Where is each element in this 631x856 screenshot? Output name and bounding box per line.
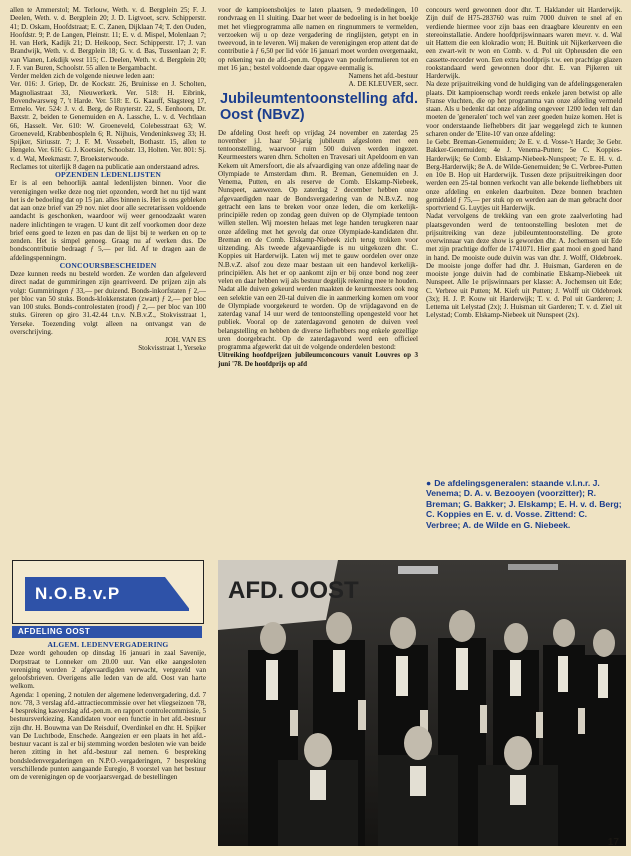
article-headline: Jubileumtentoonstelling afd. Oost (NBvZ) xyxy=(220,90,418,123)
group-photo-illustration xyxy=(218,560,626,846)
reclame-note: Reclames tot uiterlijk 8 dagen na publicatie aan onderstaand adres. xyxy=(10,162,200,171)
col3-huldiging: Na deze prijsuitreiking vond de huldiging van de afdelingsgeneralen plaats. Dit kampioenschap wordt reeds enkele jaren betwist op alle Franse vluchten, die op het programma van onze afdeling vermeld staan. Als u bedenkt dat onze afdeling ongeveer 1200 leden telt dan moeten de 'generalen' toch wel van zeer goeden huize komen. Het is voor onderstaande liefhebbers dit jaar weggelegd zich te kunnen scharen onder de 'Elite-10' van onze afdeling: xyxy=(426,80,622,138)
col2-signature-2: A. DE KLEUVER, secr. xyxy=(348,80,418,89)
banner-text: AFD. OOST xyxy=(228,577,359,604)
new-members-list: Ver. 016: J. Griep, Dr. de Kockstr. 26, Bruinisse en J. Scholten, Magnoliastraat 33, Nieuwerkerk. Ver. 518: H. Eibrink, Bovendwarsweg 7, 't Harde. Ver. 518: E. G. Kaauff, Slagsteeg 17, Ermelo. Ver. 524: J. v. d. Berg, de Ruyterstr. 22, S. Eenhoorn, Dr. Baxstr. 2, beiden te Genemuiden en A. Lassche, L. v. d. Vechtlaan 66, Hasselt. Ver. 610: W. Groeneveld, Colebesstraat 63; W. Groeneveld, Krabbenbospleln 6; R. Nijhuis, Vendeninksweg 33; H. Spijker, Siriusstr. 7; J. F. M. Vossebelt, Bothastr. 15, allen te Hengelo. Ver. 616: G. J. Koetsier, Schoolstr. 13, Holten. Ver. 801: Sj. v. d. Wal, Meekmastr. 7, Broeksterwoude. xyxy=(10,80,206,163)
article-tail: Uitreiking hoofdprijzen jubileumconcours vanuit Louvres op 3 juni '78. De hoofdprijs op afd xyxy=(218,351,418,368)
col3-slot: Nadat vervolgens de trekking van een grote zaalverloting had plaatsgevonden werd de tentoonstelling besloten met de prijsuitreiking van deze jubileumtentoonstelling. De grote overwinnaar van deze show is geworden dhr. A. Jochemsen uit Ede met zijn prachtige doffer de 1741071. Hier gaat mooi en goed hand in hand. De mooiste oude duivin was van dhr. J. Wolff, Oldebroek. De mooiste jonge doffer had dhr. J. Huisman, Garderen en de mooiste jonge duivin had de combinatie Elskamp-Niebeek uit Nunspeet. Alle 1e prijswinnaars per klasse: A. Jochemsen uit Ede; C. Verbree uit Putten; M. Kieft uit Putten; J. Wolff uit Oldebroek (3x); H. J. P. Kouw uit Harderwijk; T. v. d. Pol uit Garderen; J. Lettema uit Lelystad (2x); J. Huisman uit Garderen; T. v. d. Ziel uit Lelystad; Comb. Elskamp-Niebeek uit Nunspeet (2x). xyxy=(426,212,622,320)
agenda-text: Agenda: 1 opening, 2 notulen der algemene ledenvergadering, d.d. 7 nov. '78, 3 verslag afd.-attractiecommissie over het vliegseizoen '78, 4 bespreking kasverslag afd.-pen.m. en rapport controlecommissie, 5 bestuursverkiezing. Kandidaten voor een functie in het afd.-bestuur zijn dhr. H. Bouwma van De Reisduif, Overdinkel en dhr. H. Spijker van De Luchtbode, Enschede. Aangezien er een plaats in het afd.-bestuur vacant is zal er bij stemming worden besloten wie van beide heren zitting in het afd.-bestuur zal nemen. 6 bespreking bondsledenvergaderingen en N.P.O.-vergaderingen, 7 bespreking verschillende punten aangaande Euregio, 8 voorstel van het bestuur om de verenigingen op de voorjaarsvergad. de bestellingen xyxy=(10,690,206,781)
col2-signature-1: Namens het afd.-bestuur xyxy=(348,72,418,80)
column-1 xyxy=(10,6,206,353)
new-members-intro: Verder melden zich de volgende nieuwe leden aan: xyxy=(10,72,155,80)
section-bar-afdeling-oost: AFDELING OOST xyxy=(12,626,202,638)
column-1-lower xyxy=(10,641,206,781)
caption-text: De afdelingsgeneralen: staande v.l.n.r. J. Venema; D. A. v. Bezooyen (voorzitter); R. Breman; G. Bakker; J. Elskamp; E. H. v. d. Berg; C. Koppies en E. v. d. Vosse. Zittend: C. Verbree; A. de Wilde en G. Niebeek. xyxy=(426,478,622,530)
col3-ranking: 1e Gebr. Breman-Genemuiden; 2e E. v. d. Vosse-'t Harde; 3e Gebr. Bakker-Genemuiden; 4e J. Venema-Putten; 5e C. Koppies-Harderwijk; 6e Comb. Elskamp-Niebeek-Nunspeet; 7e E. H. v. d. Berg-Harderwijk; 8e A. de Wilde-Genemuiden; 9e C. Verbree-Putten en 10e B. Hop uit Harderwijk. Tussen deze prijsuitreikingen door werden een 25-tal bonnen verkocht van alle bekende liefhebbers uit onze afdeling en enkelen daarbuiten. Deze bonnen brachten gemiddeld ƒ 75,— per stuk op en werden aan de man gebracht door sportvriend G. Luytjes uit Harderwijk. xyxy=(426,138,622,212)
concours-text: Deze kunnen reeds nu besteld worden. Ze worden dan afgeleverd direct nadat de gummiringen zijn gearriveerd. De prijzen zijn als volgt: Gummiringen ƒ 33,— per duizend. Bonds-inkorfstaten ƒ 2,— per bloc van 50 stuks. Bonds-klokkenstaten (zwart) ƒ 2,— per bloc van 100 stuks. Bonds-controlestaten (rood) ƒ 2,— per bloc van 100 stuks. Gireren op giro 31.42.44 t.n.v. N.B.v.Z., Stokvisstraat 1, Yerseke. Toezending volgt alleen na ontvangst van de overschrijving. xyxy=(10,270,206,336)
heading-concours: CONCOURSBESCHEIDEN xyxy=(59,260,157,270)
signature-address: Stokvisstraat 1, Yerseke xyxy=(138,344,206,353)
column-3 xyxy=(426,6,622,320)
col3-intro: concours werd gewonnen door dhr. T. Haklander uit Harderwijk. Zijn duif de H75-283760 was ruim 7000 duiven te snel af en verdiende hiermee voor zijn baas een draagbare kleurentv en een stereoinstallatie. Andere hoofdprijswinnaars waren mevr. v. d. Wal uit Hattem die een klokradio won; H. Buitink uit Nijkerkerveen die een zwart-wit tv won en Comb. v. d. Pol uit Opheusden die een cassette-recorder won. Een extra hoofdprijs t.w. een prachtige glazen rookstandaard werd gewonnen door dhr. E. van Pijkeren uit Harderwijk. xyxy=(426,6,622,80)
member-list-intro: allen te Ammerstol; M. Terlouw, Weth. v. d. Bergplein 25; F. J. Deelen, Weth. v. d. Bergplein 20; J. D. Ligtvoet, scrv. Schipperstr. 41; D. Oskam, Hoofdstraat; E. C. Zanen, Dijklaan 74; T. den Ouden, Hoofdstr. 9; P. de Langen, Pleinstr. 11; E. v. d. Mispel, Molenlaan 7; H. van Herk, Kadijk 21; D. Heikoop, Secr. Schipperstr. 17; J. van Brandwijk, Weth. v. d. Bergplein 18; G. v. d. Bas, Tussenlaan 2; F. van Vianen, Lekdijk west 115; C. Deelen, Weth. v. d. Bergplein 20; J. F. van Buren, Schoolstr. 55 allen te Bergambacht. xyxy=(10,6,206,72)
ledenvergadering-text: Deze wordt gehouden op dinsdag 16 januari in zaal Savenije, Dorpstraat te Lonneker om 20.00 uur. Van elke aangesloten vereniging worden 2 afgevaardigden verwacht, vergezeld van geloofsbrieven. Overigens alle leden van de afd. Oost van harte welkom. xyxy=(10,649,206,691)
seated-people xyxy=(278,726,558,846)
bullet-icon: ● xyxy=(426,478,432,488)
nobvp-logo-text: N.O.B.v.P xyxy=(35,584,121,603)
nobvp-logo xyxy=(25,577,189,611)
article-body: De afdeling Oost heeft op vrijdag 24 november en zaterdag 25 november j.l. haar 50-jarig jubileum afgesloten met een tentoonstelling, waarvoor ruim 500 duiven werden ingezet. Keurmeesters waren dhrn. Scholten en Travesari uit Apeldoorn en van Kekem uit Amersfoort, die als afvaardiging van onze afdeling naar de Olympiade te Amsterdam dhrn. R. Breman, Genemuiden en J. Venema, Putten, en als reserve de Comb. Elskamp-Niebeek, Nunspeet, aanwezen. Op zaterdag 2 december hebben onze afgevaardigden naar de Bondsvergadering van de N.B.v.Z. nog getracht een lans te breken voor onze leden, die om kerkelijk-principiële reden op zondag geen duiven op de Olympiade tentoon willen stellen. Wij moesten helaas met lege handen terugkeren naar onze afdeling met het gevolg dat onze Olympiade-kandidaten dhr. Breman en de Comb. Elskamp-Niebeek zich terug trokken voor uitzending. Als tweede afgevaardigde is nu uitgekozen dhr. C. Koppies uit Harderwijk. Laten wij met te gauw oordelen over onze N.B.v.Z. alsof zou deze maar bestaan uit een handevol kerkelijk-principiëlen. Als het er op aankomt zijn er bij onze bond nog zeer velen en daar hebben wij als bestuur degelijk rekening mee te houden. Nadat alle duiven gekeurd werden maakten de keurmeesters ook nog een selektie van een 20-tal duiven die in aanmerking komen om voor de Olympiade voorgekeurd te worden. Op de vrijdagavond en de zaterdag vanaf 14 uur werd de tentoonstelling opengesteld voor het publiek. Vooral op de zaterdagavond genoten de duiven veel belangstelling en hebben de diverse liefhebbers nog enkele gezellige uren doorgebracht. Op de zaterdagavond werd een officieel programma afgewerkt dat uit de volgende onderdelen bestond: xyxy=(218,128,418,351)
signature-name: JOH. VAN ES xyxy=(165,336,206,344)
heading-opzenden: OPZENDEN LEDENLIJSTEN xyxy=(54,170,162,179)
col2-intro: voor de kampioensbokjes te laten plaatsen, 9 mededelingen, 10 rondvraag en 11 sluiting. Daar het weer de bedoeling is in het boekje met het vliegprogramma alle namen en ringnummers te vermelden, verzoeken wij u op deze vergadering de ringlijsten, getypt en in tweevoud, in te leveren. Wij maken de verenigingen erop attent dat de contributie à ƒ 6,50 per lid vóór 16 januari moet worden overgemaakt, op rekening van de afd.-pen.m. Opgave van pouleformulieren tot en met 16 jan.; bestel voldoende daar opgave eenmalig is. xyxy=(218,6,418,72)
nobvp-logo-box xyxy=(12,560,204,624)
column-2 xyxy=(218,6,418,368)
logo-slash-shape xyxy=(165,577,191,611)
heading-ledenvergadering: ALGEM. LEDENVERGADERING xyxy=(47,640,169,649)
photo-caption xyxy=(426,478,622,530)
opzenden-text: Er is al een behoorlijk aantal ledenlijsten binnen. Voor die verenigingen welke deze nog niet opzonden, wordt het nu tijd want het is de bedoeling dat op 15 jan. alles binnen is. Het is ons gebleken dat aan onze brief van 29 nov. niet door alle secretarissen voldoende aandacht is geschonken, waardoor wij weer genoodzaakt waren nadere inlichtingen te vragen. U kunt dit zelf voorkomen door deze brief eens goed te lezen en pas dan de lijst bij te werken en op te zenden. Het is simpel genoeg. Graag nu af werken dus. De bondscontributie bedraagt ƒ 5,— per lid. Af te dragen aan de afdelingspenningm. xyxy=(10,179,206,262)
page-number: 17 xyxy=(607,837,619,848)
group-photo xyxy=(218,560,626,846)
